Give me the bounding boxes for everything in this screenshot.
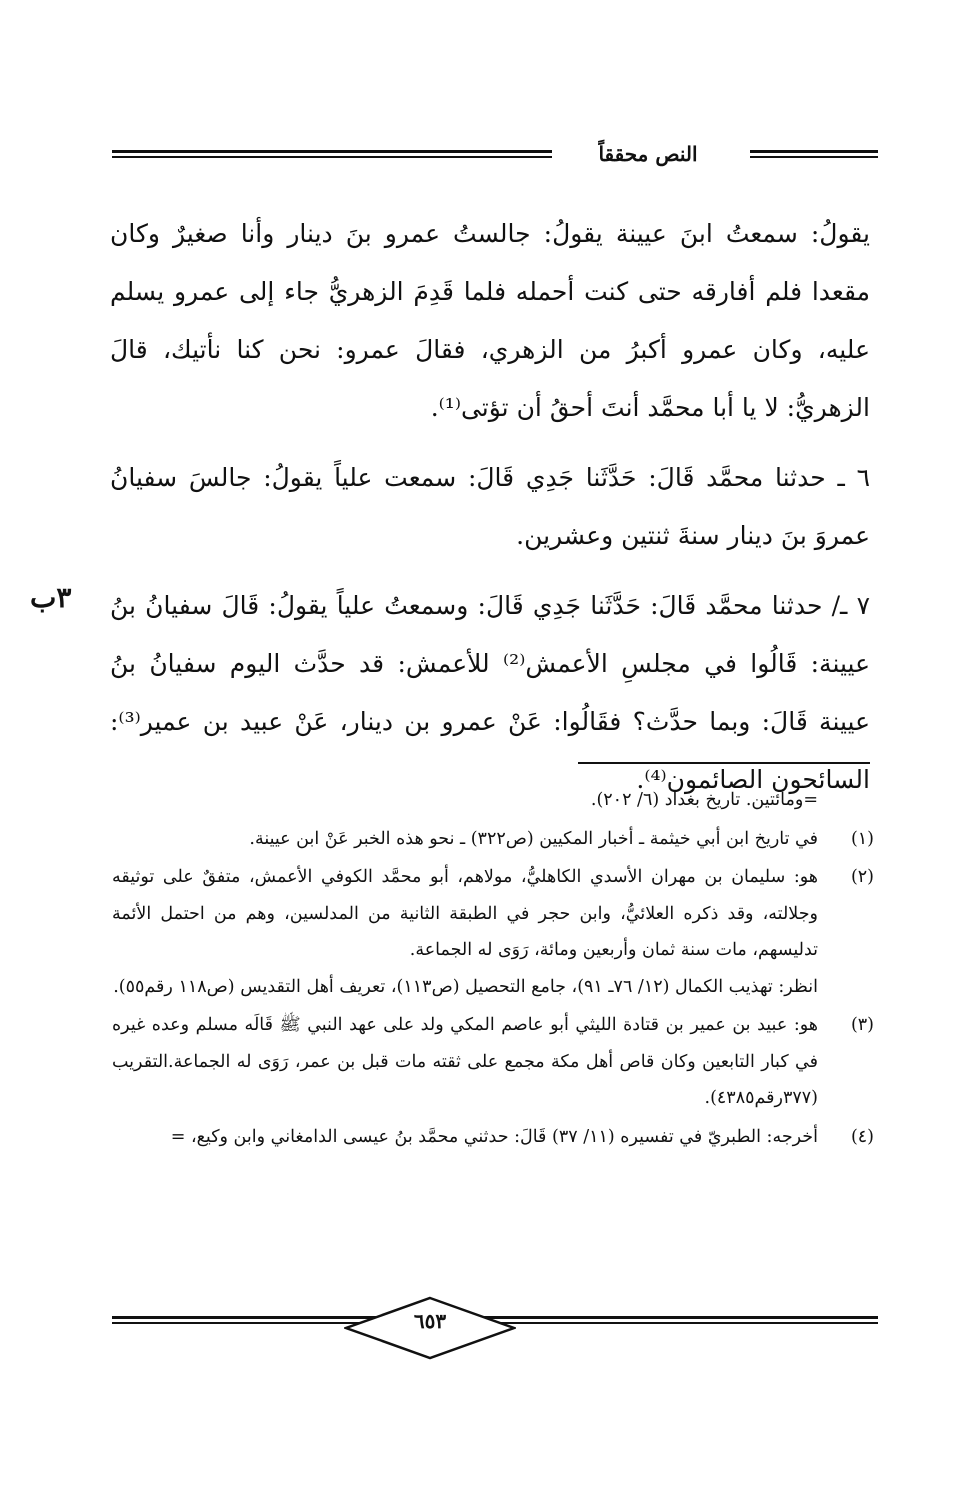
footnote-number: (١)	[850, 828, 874, 849]
footnote-number: (٣)	[850, 1015, 874, 1035]
footnote-number: (٢)	[850, 867, 874, 887]
header-rule-left	[112, 150, 552, 158]
header-rule-right	[750, 150, 878, 158]
footer-rule-right	[478, 1316, 878, 1319]
footnotes	[112, 782, 874, 1157]
paragraph-1: يقولُ: سمعتُ ابنَ عيينة يقولُ: جالستُ عمرو بنَ دينار وأنا صغيرٌ وكان مقعدا فلم أفارقه حتى كنت أحمله فلما قَدِمَ الزهريُّ جاء إلى عمرو يسلم عليه، وكان عمرو أكبرُ من الزهري، فقالَ عمرو: نحن كنا نأتيك، قالَ الزهريُّ: لا يا أبا محمَّد أنتَ أحقُ أن تؤتى⁽¹⁾.	[110, 219, 870, 422]
footnote-text: انظر: تهذيب الكمال (١٢/ ٧٦ـ ٩١)، جامع التحصيل (ص١١٣)، تعريف أهل التقديس (ص١١٨ رقم٥٥).	[113, 976, 818, 997]
page-footer	[112, 1296, 878, 1360]
footnote-text: أخرجه: الطبريّ في تفسيره (١١/ ٣٧) قَالَ: حدثني محمَّد بنُ عيسى الدامغاني وابن وكيع، =	[170, 1126, 818, 1147]
main-text	[110, 205, 870, 809]
footnote-text: هو: عبيد بن عمير بن قتادة الليثي أبو عاصم المكي ولد على عهد النبي ﷺ قَالَه مسلم وعده غيره في كبار التابعين وكان قاص أهل مكة مجمع على ثقته مات قبل بن عمر، رَوَى له الجماعة.التقريب (٣٧٧رقم٤٣٨٥).	[112, 1015, 818, 1108]
page-number: ٦٥٣	[413, 1309, 447, 1333]
paragraph-3: ٧ ـ/ حدثنا محمَّد قَالَ: حَدَّثَنا جَدِي قَالَ: وسمعتُ علياً يقولُ: قَالَ سفيانُ بنُ عيينة: قَالُوا في مجلسِ الأعمش⁽²⁾ للأعمش: قد حدَّث اليوم سفيانُ بنُ عيينة قَالَ: وبما حدَّث؟ فقَالُوا: عَنْ عمرو بن دينار، عَنْ عبيد بن عمير⁽³⁾: السائحون الصائمون⁽⁴⁾.	[110, 591, 871, 794]
footnote-1	[112, 821, 874, 858]
footnote-continuation: =ومائتين. تاريخ بغداد (٦/ ٢٠٢).	[590, 790, 818, 810]
footnote-2	[112, 859, 874, 1005]
header-title: النص محققاً	[598, 142, 698, 166]
footnote-3	[112, 1007, 874, 1117]
footnote-number: (٤)	[850, 1126, 874, 1147]
paragraph-2: ٦ ـ حدثنا محمَّد قَالَ: حَدَّثَنا جَدِي قَالَ: سمعت علياً يقولُ: جالسَ سفيانُ عمروَ بنَ دينار سنةَ ثنتين وعشرين.	[110, 463, 870, 550]
running-header	[112, 140, 878, 176]
footnote-text: هو: سليمان بن مهران الأسدي الكاهليُّ، مولاهم، أبو محمَّد الكوفي الأعمش، متفقٌ على توثيقه وجلالته، وقد ذكره العلائيُّ، وابن حجر في الطبقة الثانية من المدلسين، وهم من احتمل الأئمة تدليسهم، مات سنة ثمان وأربعين ومائة، رَوَى له الجماعة.	[112, 867, 818, 960]
footnote-separator	[578, 762, 870, 764]
footnote-4	[112, 1119, 874, 1156]
footnote-text: في تاريخ ابن أبي خيثمة ـ أخبار المكيين (ص٣٢٢) ـ نحو هذه الخبر عَنْ ابن عيينة.	[249, 828, 818, 849]
manuscript-folio-marker: ٣ب	[30, 581, 72, 614]
